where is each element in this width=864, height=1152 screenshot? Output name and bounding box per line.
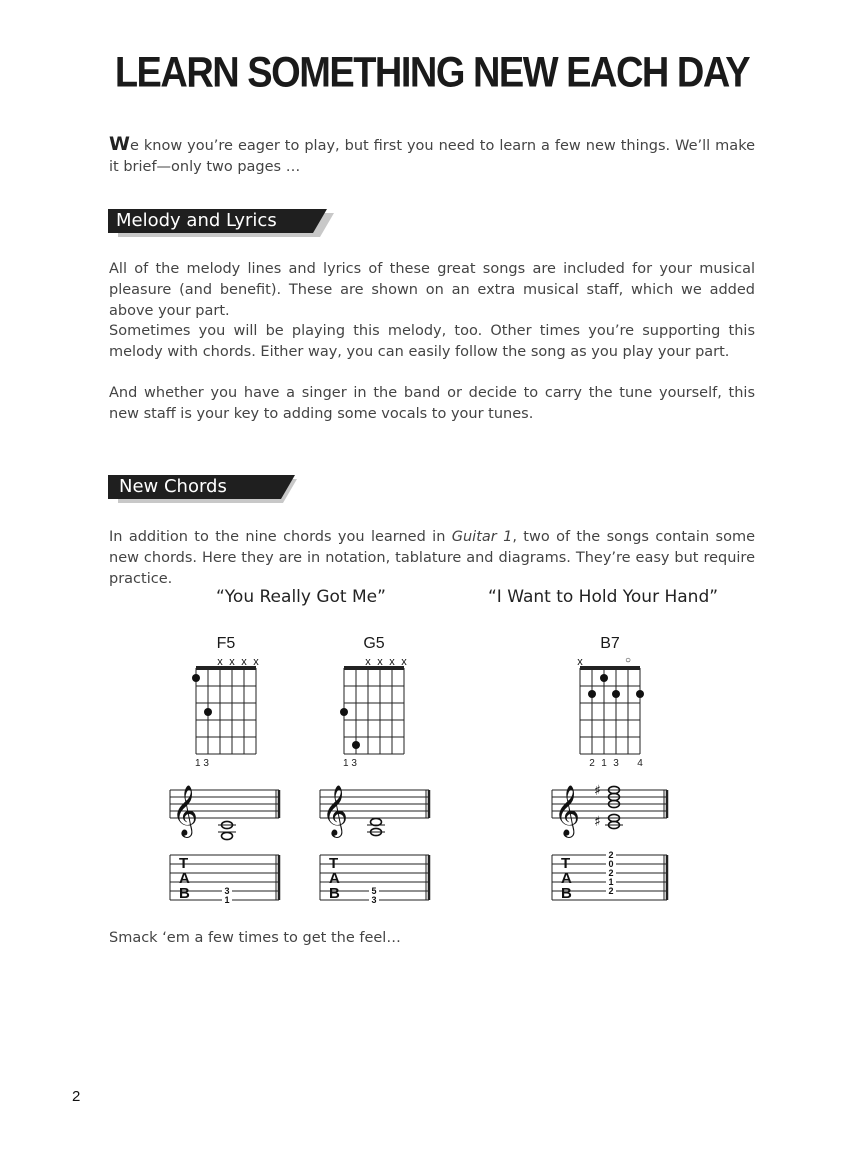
chord-diagram-g5 <box>344 668 404 754</box>
finger-dot <box>636 690 644 698</box>
intro-text: e know you’re eager to play, but first you need to learn a few new things. We’ll make it brief—only two pages … <box>109 138 755 175</box>
tab-staves <box>170 855 667 900</box>
tab-fret-number: 3 <box>224 886 230 896</box>
treble-clef-icon: 𝄞 <box>554 785 581 836</box>
whole-notes-b7 <box>605 786 623 828</box>
treble-clef-icon: 𝄞 <box>172 785 199 836</box>
chord-name-b7: B7 <box>600 635 620 652</box>
intro-drop-letter: W <box>109 133 130 155</box>
melody-paragraph-3: And whether you have a singer in the band or decide to carry the tune yourself, this new staff is your key to adding some vocals to your tunes. <box>109 385 755 422</box>
tab-letter-a: A <box>561 870 572 887</box>
tab-letter-a: A <box>179 870 190 887</box>
tab-letter-t: T <box>329 855 339 872</box>
finger-dot <box>192 674 200 682</box>
tab-letter-t: T <box>179 855 189 872</box>
tab-fret-number: 2 <box>608 868 614 878</box>
whole-notes-f5 <box>218 821 236 839</box>
fingering-b7: 2 <box>589 758 595 769</box>
string-mark: x <box>401 656 407 668</box>
string-mark: x <box>389 656 395 668</box>
chord-name-g5: G5 <box>363 635 385 652</box>
tab-fret-number: 0 <box>608 859 614 869</box>
page-title: LEARN SOMETHING NEW EACH DAY <box>114 49 750 97</box>
song-title-you-really-got-me: “You Really Got Me” <box>216 587 386 607</box>
string-mark: x <box>241 656 247 668</box>
tab-letter-b: B <box>179 885 190 902</box>
fingering-b7: 1 <box>601 758 607 769</box>
tab-letter-t: T <box>561 855 571 872</box>
book-title-italic: Guitar 1 <box>451 529 513 545</box>
finger-dot <box>352 741 360 749</box>
tab-fret-number: 5 <box>371 886 377 896</box>
tab-fret-number: 3 <box>371 895 377 905</box>
string-mark: x <box>577 656 583 668</box>
tab-fret-number: 2 <box>608 886 614 896</box>
notation-staves <box>170 790 667 818</box>
sharp-icon: ♯ <box>594 783 601 799</box>
section-heading-label: New Chords <box>108 475 281 499</box>
chords-text-end: , two of the songs contain some new chords. Here they are in notation, tablature and diagrams. They’re easy but require practice. <box>109 529 755 587</box>
tab-fret-number: 2 <box>608 850 614 860</box>
tab-letter-b: B <box>561 885 572 902</box>
finger-dot <box>340 708 348 716</box>
string-mark: x <box>365 656 371 668</box>
finger-dot <box>204 708 212 716</box>
page-number: 2 <box>72 1088 81 1105</box>
string-mark: x <box>377 656 383 668</box>
treble-clef-icon: 𝄞 <box>322 785 349 836</box>
chords-text-start: In addition to the nine chords you learned in <box>109 529 452 545</box>
tab-fret-number: 1 <box>224 895 230 905</box>
tab-letter-b: B <box>329 885 340 902</box>
finger-dot <box>588 690 596 698</box>
tab-fret-number: 1 <box>608 877 614 887</box>
string-mark: x <box>253 656 259 668</box>
fingering-g5: 1 3 <box>343 758 357 769</box>
chord-name-f5: F5 <box>216 635 236 652</box>
melody-paragraph-2: Sometimes you will be playing this melody, too. Other times you’re supporting this melody with chords. Either way, you can easily follow the song as you play your part. <box>109 323 755 360</box>
string-mark: x <box>217 656 223 668</box>
fingering-f5: 1 3 <box>195 758 209 769</box>
fingering-b7: 4 <box>637 758 643 769</box>
tab-letter-a: A <box>329 870 340 887</box>
string-mark: x <box>229 656 235 668</box>
sharp-icon: ♯ <box>594 814 601 830</box>
finger-dot <box>612 690 620 698</box>
melody-paragraph-1: All of the melody lines and lyrics of these great songs are included for your musical pleasure (and benefit). These are shown on an extra musical staff, which we added above your part. <box>109 261 755 319</box>
whole-notes-g5 <box>367 818 385 835</box>
section-heading-label: Melody and Lyrics <box>108 209 313 233</box>
finger-dot <box>600 674 608 682</box>
song-title-i-want-to-hold-your-hand: “I Want to Hold Your Hand” <box>488 587 719 607</box>
fingering-b7: 3 <box>613 758 619 769</box>
closing-line: Smack ‘em a few times to get the feel… <box>109 930 401 946</box>
open-string-mark: ○ <box>624 655 632 666</box>
chord-diagram-b7 <box>580 668 640 754</box>
